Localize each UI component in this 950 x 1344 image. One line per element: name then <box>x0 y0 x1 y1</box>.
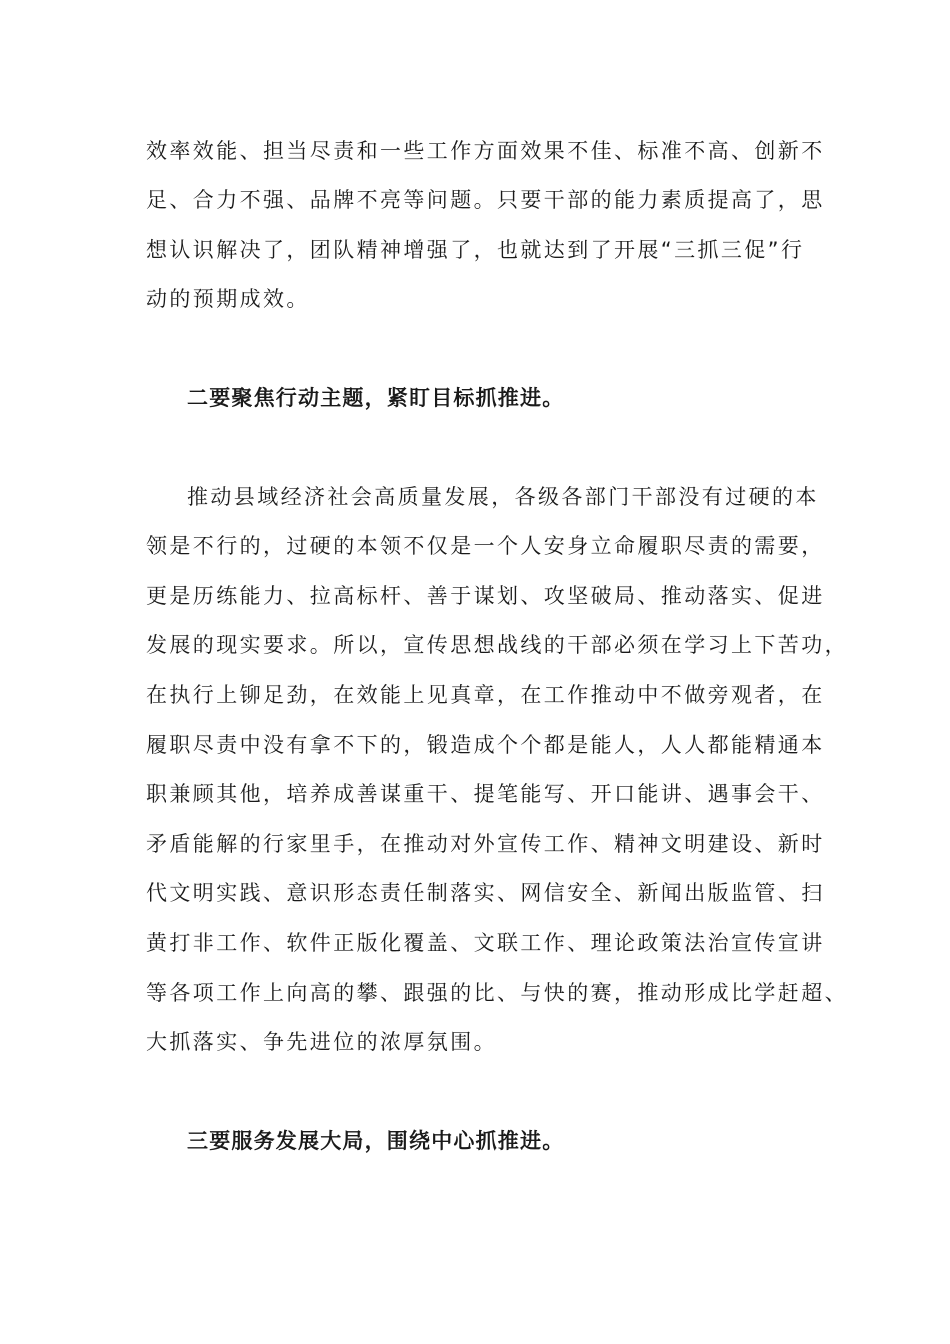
paragraph-2-line: 履职尽责中没有拿不下的，锻造成个个都是能人，人人都能精通本 <box>146 733 825 757</box>
paragraph-1-line: 效率效能、担当尽责和一些工作方面效果不佳、标准不高、创新不 <box>146 139 825 163</box>
section-heading-2: 二要聚焦行动主题，紧盯目标抓推进。 <box>187 386 565 410</box>
paragraph-2-line: 代文明实践、意识形态责任制落实、网信安全、新闻出版监管、扫 <box>146 881 825 905</box>
paragraph-2-line: 更是历练能力、拉高标杆、善于谋划、攻坚破局、推动落实、促进 <box>146 584 825 608</box>
paragraph-1-line: 想认识解决了，团队精神增强了，也就达到了开展“三抓三促”行 <box>146 238 805 262</box>
paragraph-2-line: 推动县域经济社会高质量发展，各级各部门干部没有过硬的本 <box>187 485 819 509</box>
paragraph-2-line: 领是不行的，过硬的本领不仅是一个人安身立命履职尽责的需要， <box>146 534 825 558</box>
paragraph-2-line: 发展的现实要求。所以，宣传思想战线的干部必须在学习上下苦功， <box>146 633 848 657</box>
paragraph-2-line: 等各项工作上向高的攀、跟强的比、与快的赛，推动形成比学赶超、 <box>146 981 848 1005</box>
paragraph-2-line: 大抓落实、争先进位的浓厚氛围。 <box>146 1030 497 1054</box>
paragraph-2-line: 职兼顾其他，培养成善谋重干、提笔能写、开口能讲、遇事会干、 <box>146 782 825 806</box>
paragraph-1-line: 动的预期成效。 <box>146 287 310 311</box>
paragraph-2-line: 黄打非工作、软件正版化覆盖、文联工作、理论政策法治宣传宣讲 <box>146 931 825 955</box>
section-heading-3: 三要服务发展大局，围绕中心抓推进。 <box>187 1129 565 1153</box>
paragraph-1-line: 足、合力不强、品牌不亮等问题。只要干部的能力素质提高了，思 <box>146 188 825 212</box>
paragraph-2-line: 在执行上铆足劲，在效能上见真章，在工作推动中不做旁观者，在 <box>146 683 825 707</box>
paragraph-2-line: 矛盾能解的行家里手，在推动对外宣传工作、精神文明建设、新时 <box>146 832 825 856</box>
